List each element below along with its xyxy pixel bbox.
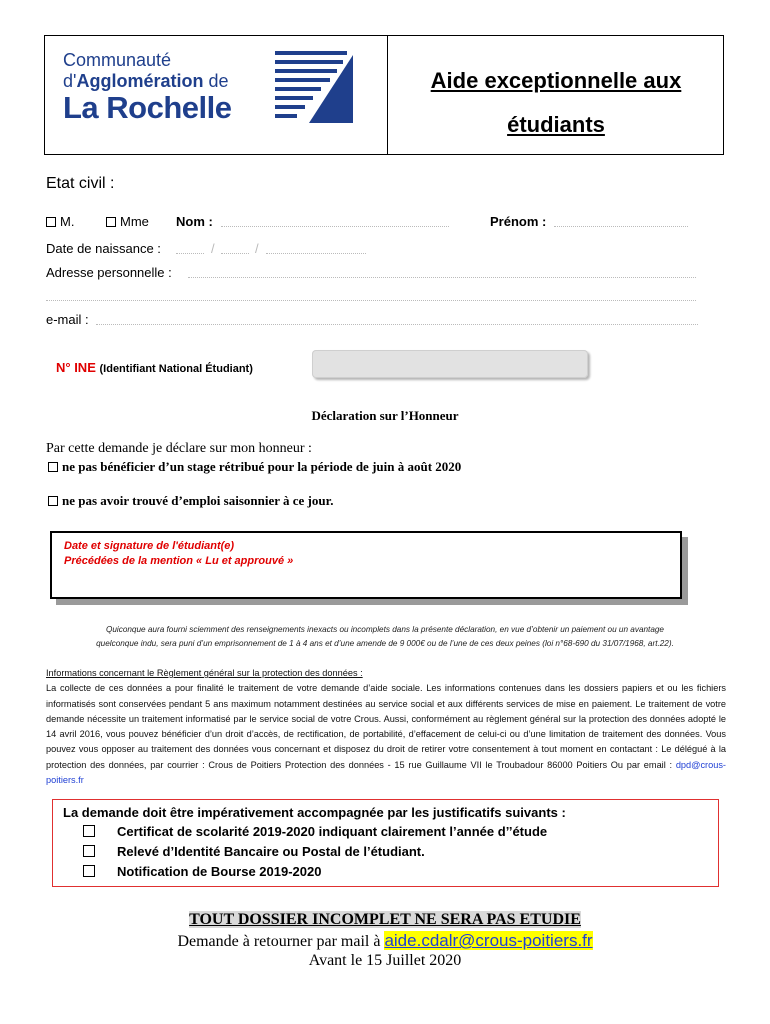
address-field-line1[interactable] <box>188 277 696 278</box>
ine-label: N° INE <box>56 360 96 375</box>
footer-deadline: Avant le 15 Juillet 2020 <box>308 952 462 969</box>
footer-return-prefix: Demande à retourner par mail à <box>177 933 381 950</box>
signature-box[interactable] <box>50 531 682 599</box>
declaration-intro: Par cette demande je déclare sur mon honneur : <box>46 441 312 456</box>
ine-sub: (Identifiant National Étudiant) <box>99 363 253 375</box>
address-field-line2[interactable] <box>46 300 696 301</box>
logo-line2-suffix: de <box>203 71 229 91</box>
logo-line2 <box>63 71 229 92</box>
logo-line3: La Rochelle <box>63 90 232 125</box>
dob-year-field[interactable] <box>266 253 366 254</box>
rgpd-email-link[interactable]: dpd@crous-poitiers.fr <box>46 759 726 786</box>
justificatifs-title: La demande doit être impérativement accompagnée par les justificatifs suivants : <box>63 805 566 820</box>
justificatif-item <box>83 824 547 839</box>
declaration-title: Déclaration sur l’Honneur <box>311 408 459 423</box>
dob-label: Date de naissance : <box>46 241 161 256</box>
footer-return <box>0 931 770 951</box>
declaration-item2[interactable] <box>48 493 333 509</box>
prenom-field[interactable] <box>554 226 688 227</box>
nom-field[interactable] <box>221 226 449 227</box>
declaration-item1-text: ne pas bénéficier d’un stage rétribué pour la période de juin à août 2020 <box>62 459 462 474</box>
nom-label: Nom : <box>176 214 213 229</box>
footer-incomplete <box>0 911 770 929</box>
checkbox-m[interactable] <box>46 214 74 229</box>
ine-input[interactable] <box>312 350 588 378</box>
logo-line2-prefix: d' <box>63 71 77 91</box>
dob-sep-1: / <box>211 241 215 256</box>
checkbox-icon <box>83 845 95 857</box>
checkbox-icon <box>46 217 56 227</box>
signature-text <box>64 539 293 569</box>
etat-civil-heading: Etat civil : <box>46 175 115 192</box>
legal-warning-line2: quelconque indu, sera puni d’un emprisonnement de 1 à 4 ans et d’une amende de 9 000€ ou de l’une de ces deux peines (loi n°68-690 du 31/07/1968, art.22). <box>96 639 674 648</box>
checkbox-mme[interactable] <box>106 214 149 229</box>
page-title-line2: étudiants <box>507 112 605 137</box>
checkbox-mme-label: Mme <box>120 214 149 229</box>
checkbox-icon <box>83 825 95 837</box>
declaration-item2-text: ne pas avoir trouvé d’emploi saisonnier à ce jour. <box>62 493 334 508</box>
justificatif-item <box>83 864 321 879</box>
page-title-line1: Aide exceptionnelle aux <box>430 68 682 93</box>
email-label: e-mail : <box>46 312 89 327</box>
prenom-label: Prénom : <box>490 214 547 229</box>
logo-stripes-icon <box>275 51 353 123</box>
logo-line1: Communauté <box>63 50 172 70</box>
signature-line2: Précédées de la mention « Lu et approuvé » <box>64 555 294 567</box>
rgpd-body: La collecte de ces données a pour finalité le traitement de votre demande d’aide sociale. Les informations contenues dans les dossiers papiers et ou les fichiers informatisés sont conservées pendant 5 ans maximum notamment destinées au service social et aux différents services de mise en paiement. Le traitement de votre demande nécessite un traitement informatisé par le service social de votre Crous. Aussi, conformément au règlement général sur la protection des données adopté le 14 avril 2016, vous pouvez bénéficier d’un droit d’accès, de rectification, de portabilité, d’effacement de celui-ci ou d’une limitation de traitement des données. Vous pouvez vous opposer au traitement des données vous concernant et disposez du droit de retirer votre consentement à tout moment en contactant : Le délégué à la protection des données, par courrier : Crous de Poitiers Protection des données - 15 rue Guillaume VII le Troubadour 86000 Poitiers Ou par email : <box>46 683 726 770</box>
rgpd-heading: Informations concernant le Règlement général sur la protection des données : <box>46 668 363 678</box>
dob-day-field[interactable] <box>176 253 204 254</box>
footer-return-email-link[interactable]: aide.cdalr@crous-poitiers.fr <box>384 931 593 950</box>
dob-sep-2: / <box>255 241 259 256</box>
email-field[interactable] <box>96 324 698 325</box>
justificatif-item-text: Notification de Bourse 2019-2020 <box>117 864 322 879</box>
checkbox-icon <box>48 496 58 506</box>
logo-line2-bold: Agglomération <box>76 71 204 91</box>
declaration-item1[interactable] <box>48 459 461 475</box>
justificatif-item-text: Relevé d’Identité Bancaire ou Postal de l’étudiant. <box>117 844 425 859</box>
justificatifs-box <box>52 799 719 887</box>
dob-month-field[interactable] <box>221 253 249 254</box>
address-label: Adresse personnelle : <box>46 265 172 280</box>
footer-incomplete-text: TOUT DOSSIER INCOMPLET NE SERA PAS ETUDIE <box>189 911 581 928</box>
signature-line1: Date et signature de l'étudiant(e) <box>64 540 235 552</box>
header-box <box>44 35 724 155</box>
justificatif-item-text: Certificat de scolarité 2019-2020 indiquant clairement l’année d’’étude <box>117 824 548 839</box>
rgpd-section <box>46 666 726 788</box>
justificatif-item <box>83 844 425 859</box>
legal-warning <box>40 623 730 651</box>
checkbox-icon <box>83 865 95 877</box>
checkbox-icon <box>48 462 58 472</box>
ine-label-row <box>56 360 253 375</box>
checkbox-icon <box>106 217 116 227</box>
checkbox-m-label: M. <box>60 214 75 229</box>
legal-warning-line1: Quiconque aura fourni sciemment des renseignements inexacts ou incomplets dans la présente déclaration, en vue d’obtenir un paiement ou un avantage <box>105 625 664 634</box>
